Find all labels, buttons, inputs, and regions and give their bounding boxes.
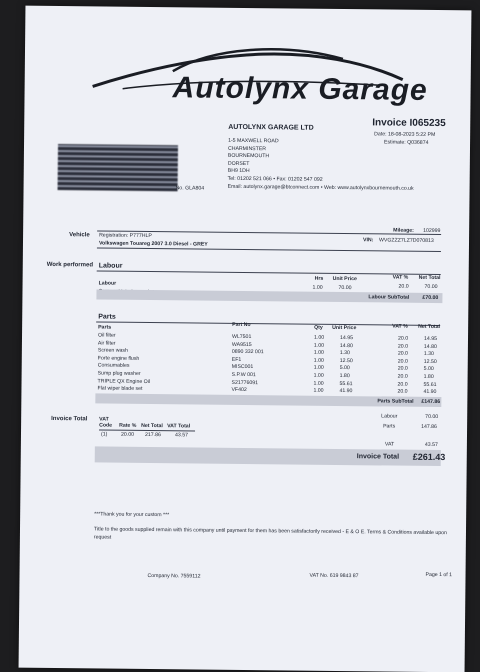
parts-subtotal-label: Parts SubTotal <box>377 398 414 405</box>
labour-subtotal-label: Labour SubTotal <box>368 294 410 301</box>
parts-row-vat: 20.0 <box>397 388 408 395</box>
parts-row-qty: 1.00 <box>313 342 325 349</box>
parts-row-name: Consumables <box>97 362 130 370</box>
parts-row-qty: 1.00 <box>313 365 324 372</box>
terms-text: Title to the goods supplied remain with this company until payment for them has been satisfactorily received - E & O E. Terms & Conditions available upon request <box>93 526 447 541</box>
parts-row-name: TRIPLE QX Engine Oil <box>97 378 151 385</box>
parts-column-header: Qty <box>314 324 323 331</box>
labour-unit: 70.00 <box>338 284 352 292</box>
labour-col-unit: Unit Price <box>332 275 357 283</box>
vin-value: WVGZZZ7LZ7D070813 <box>379 237 434 244</box>
address-line: BH9 1DH <box>227 167 250 175</box>
parts-subtotal-value: £147.86 <box>421 398 441 406</box>
net-total-label: Net Total <box>141 422 163 430</box>
vehicle-registration: Registration: P777HLP <box>99 232 152 240</box>
vat-code-label: VAT Code <box>99 416 113 429</box>
mileage-value: 102999 <box>423 227 441 235</box>
labour-hrs: 1.00 <box>312 284 323 291</box>
parts-row-qty: 1.00 <box>313 349 324 357</box>
vehicle-model: Volkswagen Touareg 2007 3.0 Diesel - GREY <box>98 240 208 248</box>
invoice-title: Invoice I065235 <box>372 117 446 130</box>
parts-column-header: Net Total <box>418 323 440 331</box>
parts-row-unit: 55.61 <box>339 380 353 387</box>
company-number: Company No. 7559112 <box>147 572 201 580</box>
company-address <box>228 138 279 176</box>
parts-row-unit: 14.80 <box>339 342 353 349</box>
divider <box>97 270 441 275</box>
invoice-sheet <box>19 6 472 672</box>
labour-row-name: Labour <box>98 280 117 287</box>
summary-parts-label: Parts <box>383 423 396 430</box>
vat-code-value: (1) <box>100 431 108 438</box>
mileage-label: Mileage: <box>393 227 414 234</box>
parts-column-header: Part No <box>232 321 251 329</box>
address-line: DORSET <box>227 160 250 167</box>
parts-row-vat: 20.0 <box>397 358 408 365</box>
parts-row-name: Forte engine flush <box>97 355 140 362</box>
parts-row-name: Sump plug washer <box>97 370 141 377</box>
labour-col-hrs: Hrs <box>314 275 324 282</box>
vat-total-label: VAT Total <box>167 423 191 430</box>
logo-wordmark: Autolynx Garage <box>172 71 428 107</box>
parts-row-no: S21776091 <box>231 379 259 386</box>
labour-col-net: Net Total <box>418 274 441 282</box>
parts-row-unit: 1.30 <box>339 350 350 357</box>
parts-row-net: 1.80 <box>423 373 434 380</box>
parts-row-no: VF402 <box>231 387 247 394</box>
invoice-date: Date: 18-08-2023 5:22 PM <box>374 131 436 138</box>
summary-parts-value: 147.86 <box>421 423 437 431</box>
labour-vat: 20.0 <box>398 283 409 290</box>
vat-number: VAT No. 619 9843 87 <box>309 572 359 580</box>
parts-row-qty: 1.00 <box>313 357 324 364</box>
parts-row-net: 14.80 <box>423 343 437 350</box>
labour-heading: Labour <box>98 262 123 270</box>
parts-row-qty: 1.00 <box>313 380 324 387</box>
parts-column-header: Unit Price <box>332 324 357 332</box>
work-performed-label: Work performed <box>46 261 94 269</box>
parts-column-header: Parts <box>98 324 112 331</box>
rate-label: Rate % <box>119 422 137 429</box>
parts-row-net: 1.30 <box>423 351 434 358</box>
parts-row-net: 14.95 <box>423 335 438 343</box>
address-line: 1-5 MAXWELL ROAD <box>228 137 279 145</box>
parts-row-unit: 41.90 <box>339 388 353 395</box>
address-line: CHARMINSTER <box>227 145 267 152</box>
parts-row-qty: 1.00 <box>313 387 324 395</box>
parts-column-header: VAT % <box>392 323 408 330</box>
thank-you-note: ***Thank you for your custom *** <box>94 511 170 519</box>
page-indicator: Page 1 of 1 <box>425 571 453 579</box>
grand-total-label: Invoice Total <box>356 453 400 461</box>
divider <box>97 247 441 252</box>
summary-vat-label: VAT <box>384 441 395 448</box>
parts-row-unit: 14.95 <box>339 334 354 342</box>
summary-labour-label: Labour <box>381 413 398 420</box>
parts-row-no: WL7501 <box>231 333 252 341</box>
vin-label: VIN: <box>363 237 374 244</box>
company-tel-fax: Tel: 01202 521 066 • Fax: 01202 547 092 <box>227 175 323 183</box>
parts-row-name: Flat wiper blade set <box>97 385 143 393</box>
parts-row-unit: 5.00 <box>339 365 350 372</box>
company-email-web: Email: autolynx.garage@btconnect.com • Web: www.autolynxbournemouth.co.uk <box>227 183 414 192</box>
parts-row-unit: 1.80 <box>339 372 350 380</box>
parts-row-vat: 20.0 <box>397 365 408 373</box>
labour-net: 70.00 <box>424 283 438 291</box>
parts-row-vat: 20.0 <box>397 373 408 380</box>
invoice-estimate: Estimate: Q036874 <box>384 139 429 146</box>
parts-row-net: 55.61 <box>423 381 437 388</box>
company-name: AUTOLYNX GARAGE LTD <box>228 123 314 132</box>
parts-row-no: EF1 <box>231 356 242 363</box>
parts-row-vat: 20.0 <box>397 381 408 388</box>
parts-row-name: Air filter <box>97 340 116 347</box>
parts-row-name: Oil filter <box>97 332 116 339</box>
parts-row-vat: 20.0 <box>397 343 409 350</box>
address-line: BOURNEMOUTH <box>227 152 270 160</box>
parts-row-name: Screen wash <box>97 347 128 354</box>
vat-total-value: 43.57 <box>174 432 189 439</box>
redacted-customer-address <box>58 144 178 191</box>
parts-row-vat: 20.0 <box>397 350 408 357</box>
parts-row-qty: 1.00 <box>313 334 325 341</box>
customer-number: No. GLA804 <box>175 185 205 192</box>
parts-row-qty: 1.00 <box>313 372 324 379</box>
labour-col-vat: VAT % <box>392 274 409 281</box>
summary-vat-value: 43.57 <box>424 441 438 449</box>
parts-row-no: 0890 332 001 <box>231 349 264 356</box>
vehicle-label: Vehicle <box>69 232 90 239</box>
labour-subtotal-value: £70.00 <box>422 294 439 302</box>
parts-heading: Parts <box>98 313 116 321</box>
parts-row-vat: 20.0 <box>397 335 409 342</box>
parts-row-no: MISC001 <box>231 364 254 371</box>
parts-row-unit: 12.50 <box>339 357 353 364</box>
parts-row-net: 12.50 <box>423 358 437 365</box>
parts-row-no: WA9515 <box>231 341 252 348</box>
parts-row-net: 5.00 <box>423 366 434 373</box>
net-total-value: 217.86 <box>144 431 161 439</box>
grand-total-value: £261.43 <box>412 451 446 463</box>
parts-row-net: 41.90 <box>423 389 437 396</box>
invoice-total-label: Invoice Total <box>51 415 88 423</box>
parts-row-no: S.P.W 001 <box>231 371 256 379</box>
rate-value: 20.00 <box>120 431 135 438</box>
summary-labour-value: 70.00 <box>425 413 439 421</box>
